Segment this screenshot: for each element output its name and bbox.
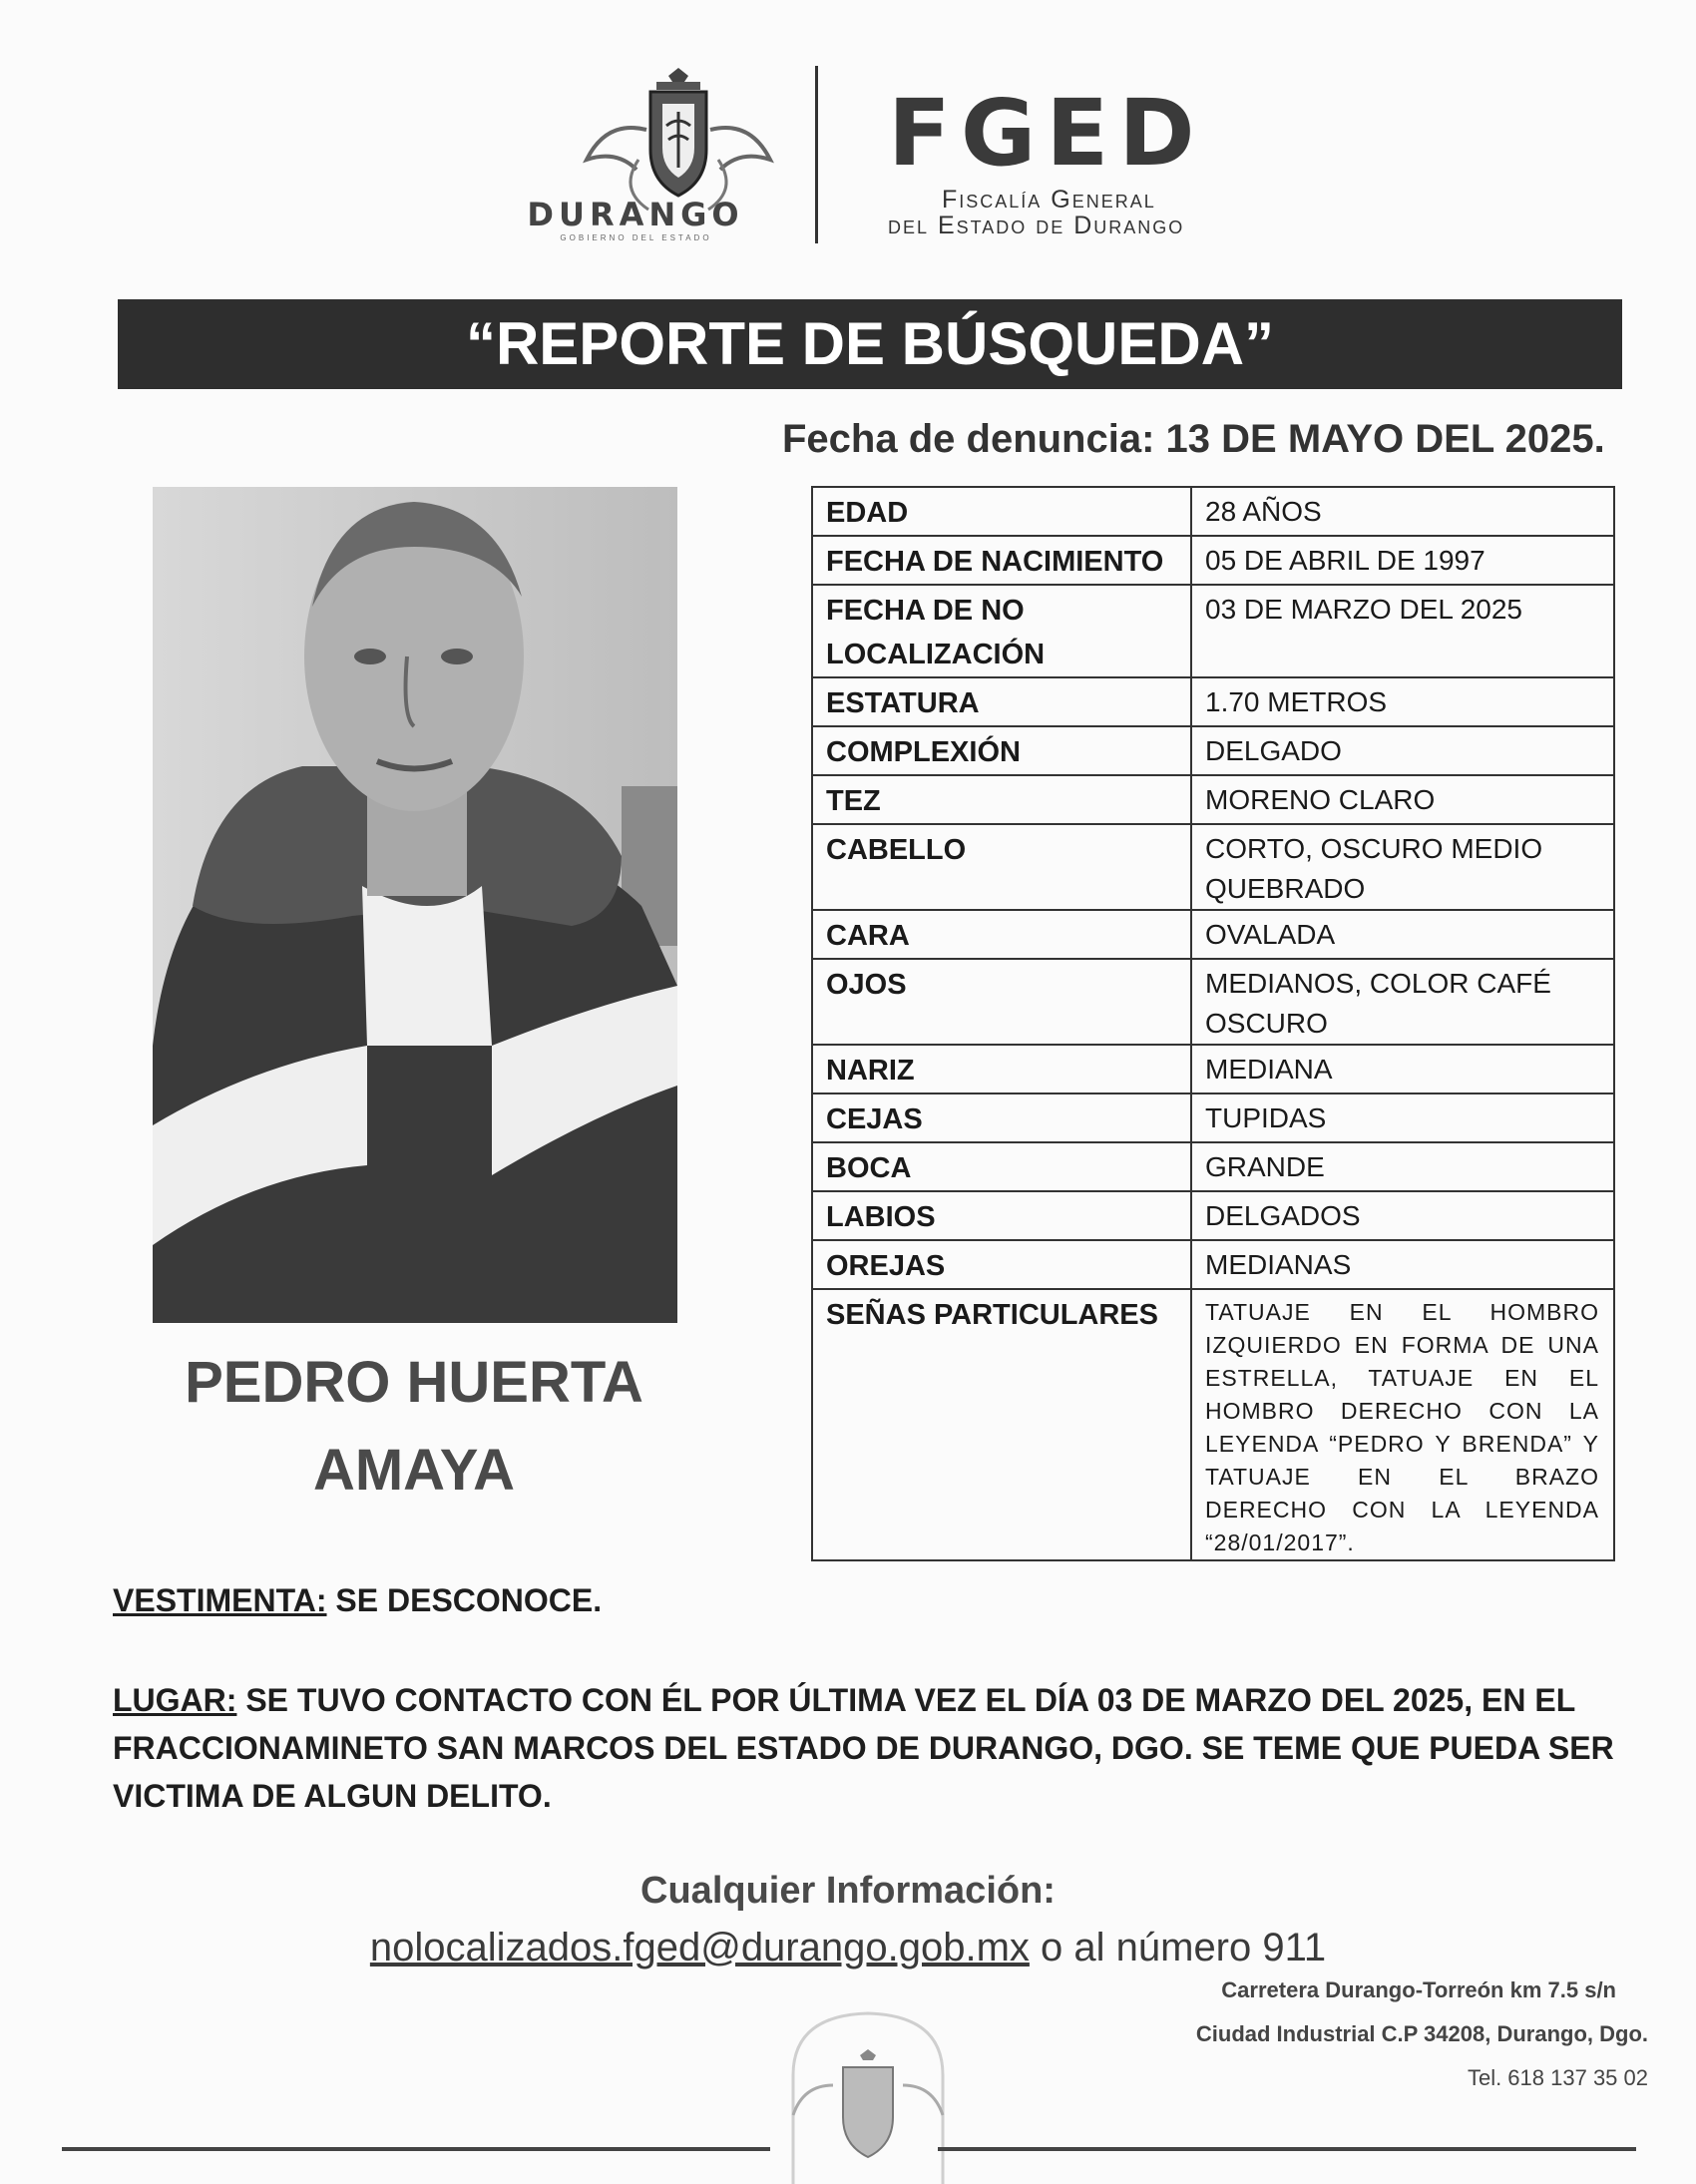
- detail-label: CARA: [812, 910, 1191, 959]
- detail-value: MORENO CLARO: [1191, 775, 1614, 824]
- detail-value: DELGADOS: [1191, 1191, 1614, 1240]
- detail-value: GRANDE: [1191, 1142, 1614, 1191]
- detail-value: MEDIANOS, COLOR CAFÉ OSCURO: [1191, 959, 1614, 1045]
- clothing-label: VESTIMENTA:: [113, 1582, 327, 1618]
- detail-value: CORTO, OSCURO MEDIO QUEBRADO: [1191, 824, 1614, 910]
- detail-label: LABIOS: [812, 1191, 1191, 1240]
- fged-subtitle-line2: del Estado de Durango: [888, 212, 1185, 239]
- detail-label: SEÑAS PARTICULARES: [812, 1289, 1191, 1560]
- detail-value: TATUAJE EN EL HOMBRO IZQUIERDO EN FORMA DE UNA ESTRELLA, TATUAJE EN EL HOMBRO DERECHO CON LA LEYENDA “PEDRO Y BRENDA” Y TATUAJE EN EL BRAZO DERECHO CON LA LEYENDA “28/01/2017”.: [1191, 1289, 1614, 1560]
- detail-label: FECHA DE NO LOCALIZACIÓN: [812, 585, 1191, 677]
- clothing-text: SE DESCONOCE.: [326, 1582, 603, 1618]
- table-row: [812, 1045, 1614, 1093]
- fged-wordmark: FGED: [888, 80, 1205, 187]
- table-row: [812, 824, 1614, 910]
- person-name-line2: AMAYA: [312, 1438, 515, 1503]
- address-phone: Tel. 618 137 35 02: [1467, 2065, 1648, 2090]
- table-row: [812, 1191, 1614, 1240]
- table-row: [812, 677, 1614, 726]
- footer-rule-left: [62, 2147, 770, 2151]
- footer-rule-right: [938, 2147, 1636, 2151]
- watermark-crest-logo: [773, 2005, 963, 2184]
- location-paragraph: [113, 1676, 1629, 1820]
- table-row: [812, 959, 1614, 1045]
- contact-title: Cualquier Información:: [640, 1870, 1056, 1912]
- table-row: [812, 536, 1614, 585]
- location-text: SE TUVO CONTACTO CON ÉL POR ÚLTIMA VEZ EL DÍA 03 DE MARZO DEL 2025, EN EL FRACCIONAMINETO SAN MARCOS DEL ESTADO DE DURANGO, DGO. SE TEME QUE PUEDA SER VICTIMA DE ALGUN DELITO.: [113, 1682, 1614, 1814]
- contact-email-link[interactable]: nolocalizados.fged@durango.gob.mx: [369, 1926, 1030, 1969]
- person-name-line1: PEDRO HUERTA: [185, 1350, 643, 1415]
- detail-value: MEDIANA: [1191, 1045, 1614, 1093]
- durango-wordmark: DURANGO: [527, 196, 744, 233]
- detail-value: TUPIDAS: [1191, 1093, 1614, 1142]
- detail-label: CEJAS: [812, 1093, 1191, 1142]
- durango-subtitle: GOBIERNO DEL ESTADO: [560, 233, 712, 242]
- table-row: [812, 1240, 1614, 1289]
- detail-value: 05 DE ABRIL DE 1997: [1191, 536, 1614, 585]
- table-row: [812, 1142, 1614, 1191]
- detail-label: CABELLO: [812, 824, 1191, 910]
- detail-label: OJOS: [812, 959, 1191, 1045]
- detail-value: OVALADA: [1191, 910, 1614, 959]
- address-line1: Carretera Durango-Torreón km 7.5 s/n: [1221, 1977, 1616, 2002]
- detail-label: EDAD: [812, 487, 1191, 536]
- clothing-paragraph: [113, 1576, 602, 1624]
- table-row: [812, 775, 1614, 824]
- fged-subtitle-line1: Fiscalía General: [942, 186, 1156, 214]
- table-row: [812, 910, 1614, 959]
- detail-label: TEZ: [812, 775, 1191, 824]
- detail-value: 28 AÑOS: [1191, 487, 1614, 536]
- detail-label: FECHA DE NACIMIENTO: [812, 536, 1191, 585]
- missing-person-photo: [153, 487, 677, 1323]
- detail-value: MEDIANAS: [1191, 1240, 1614, 1289]
- location-label: LUGAR:: [113, 1682, 237, 1718]
- contact-phone-text: o al número 911: [1029, 1926, 1327, 1969]
- table-row: [812, 726, 1614, 775]
- address-line2: Ciudad Industrial C.P 34208, Durango, Dgo.: [1195, 2021, 1648, 2046]
- person-details-table: [811, 486, 1615, 1561]
- detail-value: DELGADO: [1191, 726, 1614, 775]
- report-title: “REPORTE DE BÚSQUEDA”: [465, 310, 1275, 377]
- table-row: [812, 487, 1614, 536]
- detail-value: 1.70 METROS: [1191, 677, 1614, 726]
- detail-value: 03 DE MARZO DEL 2025: [1191, 585, 1614, 677]
- contact-line: [0, 1926, 1696, 1970]
- detail-label: BOCA: [812, 1142, 1191, 1191]
- header-divider: [815, 66, 818, 243]
- detail-label: OREJAS: [812, 1240, 1191, 1289]
- detail-label: COMPLEXIÓN: [812, 726, 1191, 775]
- table-row: [812, 1093, 1614, 1142]
- detail-label: ESTATURA: [812, 677, 1191, 726]
- report-date: Fecha de denuncia: 13 DE MAYO DEL 2025.: [782, 417, 1605, 461]
- table-row: [812, 1289, 1614, 1560]
- detail-label: NARIZ: [812, 1045, 1191, 1093]
- table-row: [812, 585, 1614, 677]
